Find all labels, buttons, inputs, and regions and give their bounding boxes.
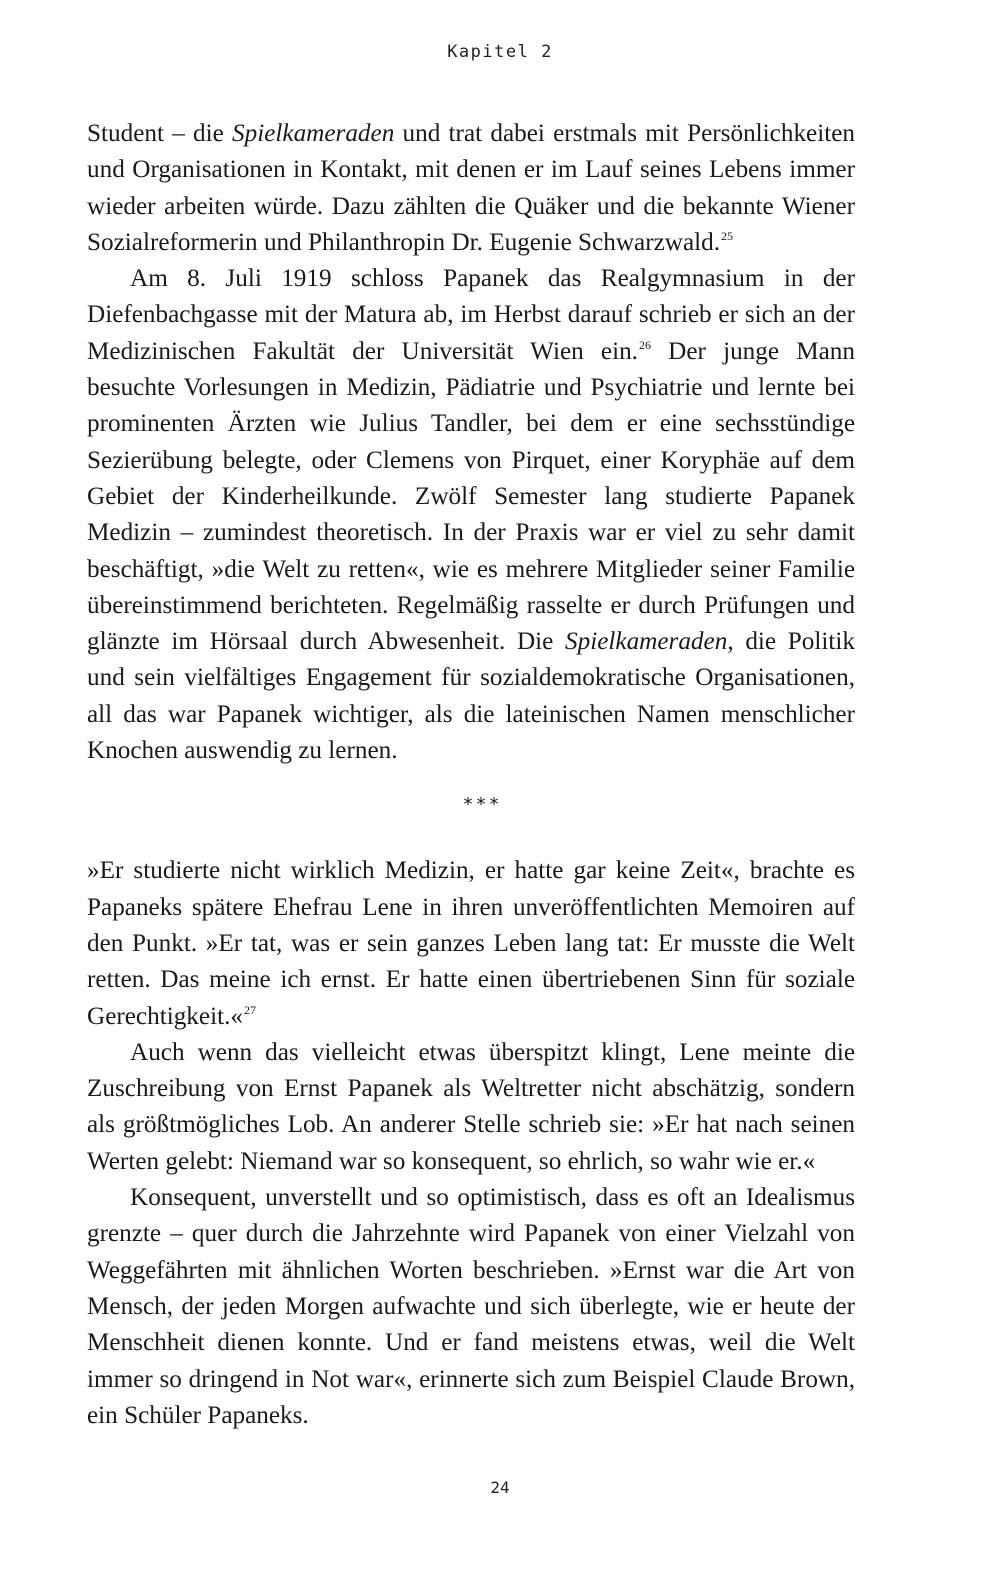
section-separator: *** — [463, 794, 503, 816]
footnote-ref-27: 27 — [243, 1002, 256, 1017]
paragraph-2-text-a: Am 8. Juli 1919 schloss Papanek das Realgymnasium in der Diefenbachgasse mit der Matura ab, im Herbst darauf schrieb er sich an der Medizinischen Fakultät der Universität Wien ein. — [87, 265, 855, 365]
footnote-ref-26: 26 — [638, 337, 651, 352]
page-number: 24 — [490, 1478, 510, 1497]
running-head: Kapitel 2 — [447, 42, 553, 62]
italic-title-spielkameraden: Spielkameraden — [232, 120, 395, 147]
paragraph-2-text-b: Der junge Mann besuchte Vorlesungen in Medizin, Pädiatrie und Psychiatrie und lernte bei prominenten Ärzten wie Julius Tandler, bei dem er eine sechsstündige Sezierübung belegte, oder Clemens von Pirquet, einer Koryphäe auf dem Gebiet der Kinderheilkunde. Zwölf Semester lang studierte Papanek Medizin – zumindest theoretisch. In der Praxis war er viel zu sehr damit beschäftigt, »die Welt zu retten«, wie es mehrere Mitglieder seiner Familie übereinstimmend berichteten. Regelmäßig rasselte er durch Prüfungen und glänzte im Hörsaal durch Abwesenheit. Die — [87, 337, 855, 656]
paragraph-2 — [87, 261, 855, 769]
footnote-ref-25: 25 — [721, 228, 734, 243]
paragraph-1-text-a: Student – die — [87, 120, 233, 147]
paragraph-4: Auch wenn das vielleicht etwas überspitzt klingt, Lene meinte die Zuschreibung von Ernst Papanek als Weltretter nicht abschätzig, sondern als größtmögliches Lob. An anderer Stelle schrieb sie: »Er hat nach seinen Werten gelebt: Niemand war so konsequent, so ehrlich, so wahr wie er.« — [87, 1038, 855, 1175]
paragraph-3 — [87, 853, 855, 1034]
paragraph-1 — [87, 116, 855, 261]
body-text — [87, 116, 855, 1434]
paragraph-5: Konsequent, unverstellt und so optimistisch, dass es oft an Idealismus grenzte – quer durch die Jahrzehnte wird Papanek von einer Vielzahl von Weggefährten mit ähnlichen Worten beschrieben. »Ernst war die Art von Mensch, der jeden Morgen aufwachte und sich überlegte, wie er heute der Menschheit dienen konnte. Und er fand meistens etwas, weil die Welt immer so dringend in Not war«, erinnerte sich zum Beispiel Claude Brown, ein Schüler Papaneks. — [87, 1184, 855, 1429]
paragraph-2-text-c: , die Politik und sein vielfältiges Engagement für sozialdemokratische Organisationen, all das war Papanek wichtiger, als die lateinischen Namen menschlicher Knochen auswendig zu lernen. — [87, 628, 855, 765]
paragraph-1-text-b: und trat dabei erstmals mit Persönlichkeiten und Organisationen in Kontakt, mit denen er im Lauf seines Lebens immer wieder arbeiten würde. Dazu zählten die Quäker und die bekannte Wiener Sozialreformerin und Philanthropin Dr. Eugenie Schwarzwald. — [87, 120, 855, 256]
paragraph-3-text-a: »Er studierte nicht wirklich Medizin, er hatte gar keine Zeit«, brachte es Papaneks spätere Ehefrau Lene in ihren unveröffentlichten Memoiren auf den Punkt. »Er tat, was er sein ganzes Leben lang tat: Er musste die Welt retten. Das meine ich ernst. Er hatte einen übertriebenen Sinn für soziale Gerechtigkeit.« — [87, 857, 855, 1030]
italic-title-spielkameraden-2: Spielkameraden — [565, 628, 728, 656]
